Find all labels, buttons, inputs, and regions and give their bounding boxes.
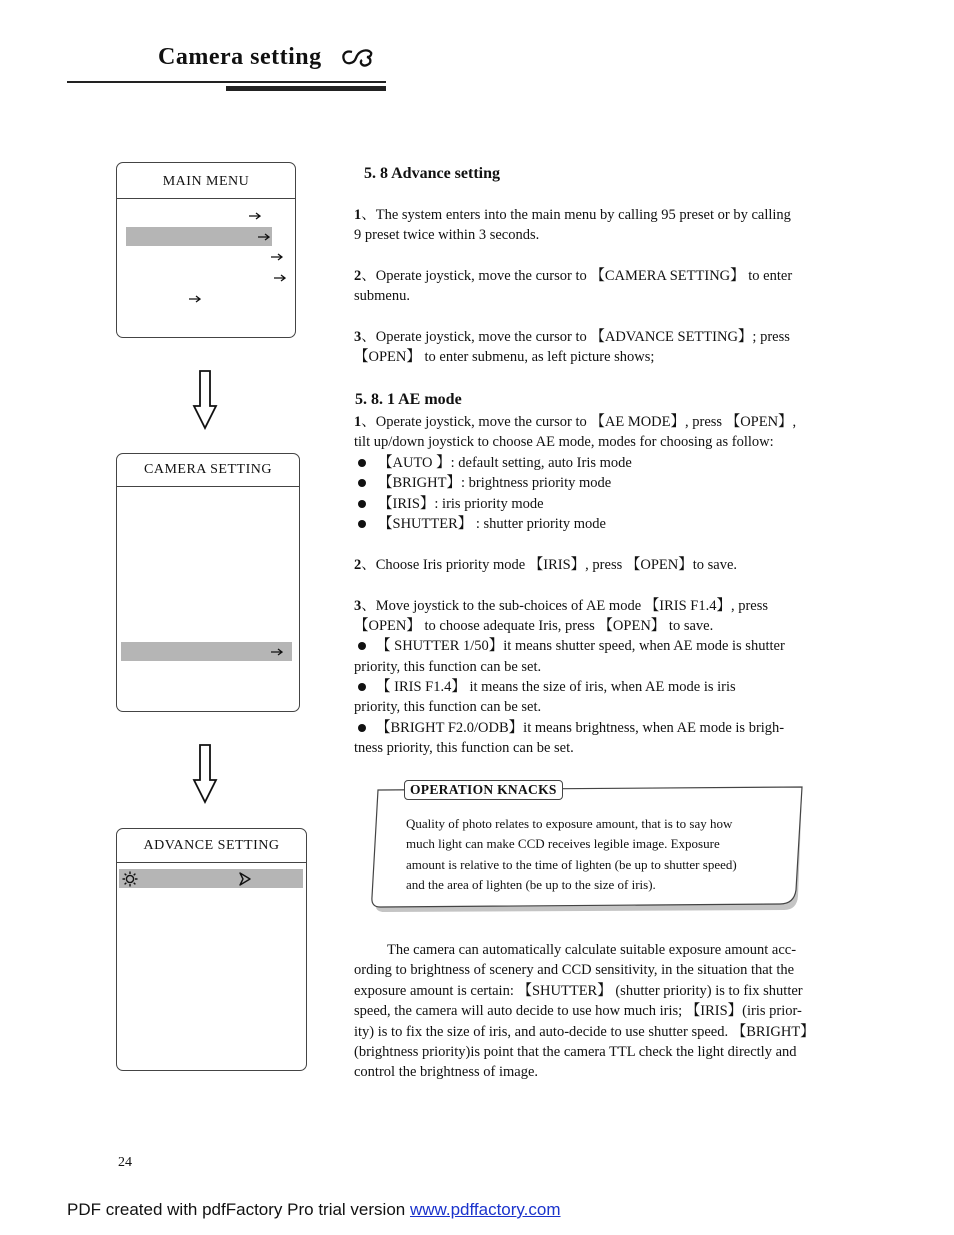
bullet-icon: [358, 520, 366, 528]
header-rule-thick: [226, 86, 386, 91]
camera-setting-title: CAMERA SETTING: [144, 462, 272, 477]
page-number: 24: [118, 1155, 132, 1170]
step-1-block: [354, 205, 854, 246]
page-title: [158, 44, 374, 71]
knacks-line: Quality of photo relates to exposure amount, that is to say how: [406, 816, 733, 831]
main-menu-title: MAIN MENU: [162, 174, 250, 189]
submenu-arrow-icon: [271, 648, 283, 656]
bullet-icon: [358, 724, 366, 732]
camera-setting-highlight-row[interactable]: [121, 642, 292, 661]
menu-separator: [117, 198, 295, 199]
submenu-arrow-icon: [271, 253, 283, 261]
sub-choice-text: priority, this function can be set.: [354, 699, 542, 716]
step-text: 、Operate joystick, move the cursor to 【AE MODE】, press 【OPEN】,: [361, 414, 797, 430]
page-title-text: Camera setting: [158, 44, 322, 70]
mode-list-item: 【IRIS】: iris priority mode: [354, 494, 854, 514]
pdf-footer: [67, 1200, 561, 1220]
submenu-arrow-icon: [249, 212, 261, 220]
bullet-icon: [358, 642, 366, 650]
knacks-title: OPERATION KNACKS: [404, 780, 563, 800]
step-text: tilt up/down joystick to choose AE mode, modes for choosing as follow:: [354, 434, 774, 451]
ae-mode-block: [354, 412, 854, 759]
sub-choice-item: 【BRIGHT F2.0/ODB】it means brightness, when AE mode is brigh-: [354, 718, 854, 738]
down-arrow-icon: [192, 744, 218, 804]
menu-separator: [117, 862, 306, 863]
step-text: 、Operate joystick, move the cursor to 【CAMERA SETTING】 to enter: [361, 268, 793, 284]
sub-choice-item: 【 SHUTTER 1/50】it means shutter speed, when AE mode is shutter: [354, 636, 854, 656]
menu-separator: [117, 486, 299, 487]
knacks-text: [406, 814, 737, 895]
submenu-arrow-icon: [189, 295, 201, 303]
step-number: 2: [354, 556, 362, 573]
bullet-icon: [358, 479, 366, 487]
body-paragraph: The camera can automatically calculate suitable exposure amount acc- ording to brightness of scenery and CCD sensitivity, in the situation that the exposure amount is certain: 【SHUTTER】 (shutter priority) is to fix shutter speed, the camera will auto decide to use how much iris; 【IRIS】(iris prior- ity) is to fix the size of iris, and auto-decide to use shutter speed. 【BRIGHT】 (brightness priority)is point that the camera TTL check the light directly and control the brightness of image.: [354, 942, 815, 1081]
knacks-line: and the area of lighten (be up to the size of iris).: [406, 876, 656, 892]
down-arrow-icon: [192, 370, 218, 430]
sun-icon: [122, 871, 138, 887]
advance-setting-title: ADVANCE SETTING: [143, 838, 280, 853]
step-text: submenu.: [354, 288, 410, 305]
sub-choice-text: priority, this function can be set.: [354, 658, 542, 675]
main-menu-panel: [116, 162, 296, 338]
decorative-glyph-icon: [340, 45, 374, 69]
knacks-line: much light can make CCD receives legible image. Exposure: [406, 836, 720, 852]
step-number: 1: [354, 207, 362, 223]
step-text: 、Choose Iris priority mode 【IRIS】, press 【OPEN】to save.: [361, 556, 738, 573]
step-text: 、The system enters into the main menu by calling 95 preset or by calling: [361, 207, 791, 223]
header-rule: [67, 81, 386, 83]
step-number: 1: [354, 414, 362, 430]
step-text: 9 preset twice within 3 seconds.: [354, 227, 540, 244]
submenu-arrow-icon: [274, 274, 286, 282]
step-text: 【OPEN】 to enter submenu, as left picture shows;: [354, 349, 655, 366]
bullet-icon: [358, 459, 366, 467]
step-number: 2: [354, 268, 362, 284]
footer-text: PDF created with pdfFactory Pro trial version: [67, 1200, 410, 1219]
cursor-pointer-icon: [239, 872, 251, 886]
section-heading-5-8-1: 5. 8. 1 AE mode: [355, 391, 462, 408]
main-menu-highlight-row[interactable]: [126, 227, 272, 246]
submenu-arrow-icon: [258, 233, 270, 241]
footer-link[interactable]: www.pdffactory.com: [409, 1200, 561, 1219]
sub-choice-item: 【 IRIS F1.4】 it means the size of iris, when AE mode is iris: [354, 677, 854, 697]
step-3-block: [354, 327, 854, 368]
knacks-line: amount is relative to the time of lighten (be up to shutter speed): [406, 856, 737, 872]
mode-list-item: 【SHUTTER】 : shutter priority mode: [354, 514, 854, 534]
sub-choice-text: tness priority, this function can be set.: [354, 740, 574, 757]
bullet-icon: [358, 683, 366, 691]
section-heading-5-8: 5. 8 Advance setting: [364, 165, 500, 182]
step-text: 【OPEN】 to choose adequate Iris, press 【OPEN】 to save.: [354, 617, 714, 634]
mode-list-item: 【BRIGHT】: brightness priority mode: [354, 473, 854, 493]
camera-setting-panel: [116, 453, 300, 712]
mode-list-item: 【AUTO 】: default setting, auto Iris mode: [354, 453, 854, 473]
step-2-block: [354, 266, 854, 307]
advance-setting-highlight-row[interactable]: [119, 869, 303, 888]
step-text: 、Operate joystick, move the cursor to 【ADVANCE SETTING】; press: [361, 329, 790, 345]
advance-setting-panel: [116, 828, 307, 1071]
bullet-icon: [358, 500, 366, 508]
step-number: 3: [354, 597, 362, 614]
step-number: 3: [354, 329, 362, 345]
step-text: 、Move joystick to the sub-choices of AE mode 【IRIS F1.4】, press: [361, 597, 769, 614]
